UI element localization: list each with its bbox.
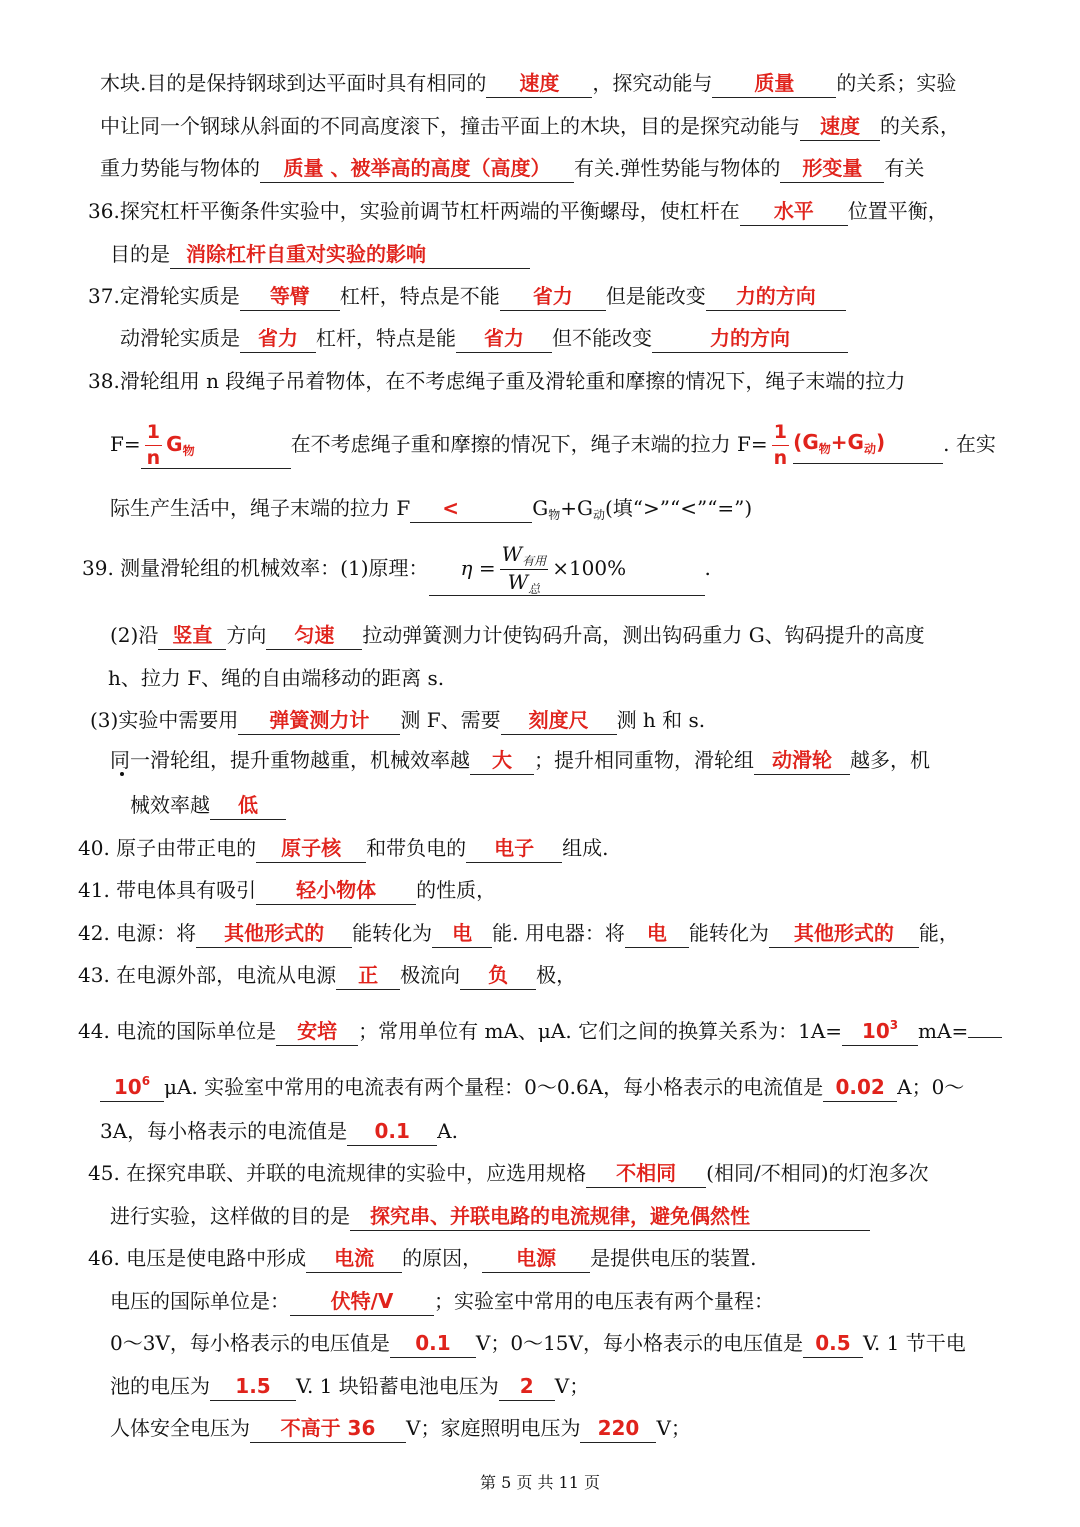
answer-blank: 省力 xyxy=(500,282,606,311)
text: h、拉力 F、绳的自由端移动的距离 s. xyxy=(108,666,445,690)
text: 能， xyxy=(918,921,959,945)
text: 越多，机 xyxy=(850,748,930,772)
formula-blank xyxy=(429,541,705,596)
text: 位置平衡， xyxy=(847,199,948,223)
answer-blank: 水平 xyxy=(740,197,848,226)
answer-blank: 电 xyxy=(625,919,689,948)
emphasis-dot xyxy=(120,772,124,776)
answer-expr: $G_物$ xyxy=(166,431,195,458)
text: 38.滑轮组用 n 段绳子吊着物体，在不考虑绳子重及滑轮重和摩擦的情况下，绳子末端的拉力 xyxy=(88,369,906,393)
text: V. 1 节干电 xyxy=(862,1331,966,1355)
answer-blank: 伏特/V xyxy=(290,1287,434,1316)
fraction xyxy=(772,423,790,468)
answer-blank: 速度 xyxy=(486,69,592,98)
text: 的关系；实验 xyxy=(836,71,957,95)
text: 进行实验，这样做的目的是 xyxy=(110,1204,350,1228)
text: 能转化为 xyxy=(688,921,769,945)
text: 36.探究杠杆平衡条件实验中，实验前调节杠杆两端的平衡螺母，使杠杆在 xyxy=(88,199,740,223)
answer-blank: 其他形式的 xyxy=(196,919,352,948)
line-9 xyxy=(110,414,996,474)
answer-blank: 匀速 xyxy=(266,621,362,650)
text: 际生产生活中，绳子末端的拉力 F xyxy=(110,496,411,520)
text: 是提供电压的装置. xyxy=(590,1246,757,1270)
text: 42. 电源：将 xyxy=(78,921,197,945)
answer-blank: 0.1 xyxy=(390,1329,476,1358)
text: 45. 在探究串联、并联的电流规律的实验中，应选用规格 xyxy=(88,1161,587,1185)
text: A；0～ xyxy=(897,1075,965,1099)
text: mA= xyxy=(918,1019,969,1043)
line-20 xyxy=(78,960,576,990)
line-15 xyxy=(110,745,930,775)
answer-blank: 原子核 xyxy=(256,834,366,863)
percent: ×100% xyxy=(552,555,627,580)
text: 测 h 和 s. xyxy=(616,708,706,732)
eta-symbol: η = xyxy=(460,555,496,580)
text: 3A，每小格表示的电流值是 xyxy=(100,1119,348,1143)
answer-blank: 1.5 xyxy=(210,1372,296,1401)
text: 的性质， xyxy=(416,878,497,902)
numerator: 1 xyxy=(772,423,790,446)
text: (3)实验中需要用 xyxy=(90,708,239,732)
text: 能. 用电器：将 xyxy=(492,921,625,945)
answer-blank: 不相同 xyxy=(586,1159,706,1188)
text: 目的是 xyxy=(110,242,170,266)
answer-blank: 安培 xyxy=(276,1017,358,1046)
line-25 xyxy=(110,1201,870,1231)
text: 但不能改变 xyxy=(552,326,652,350)
answer-blank: 竖直 xyxy=(158,621,226,650)
text: 木块.目的是保持钢球到达平面时具有相同的 xyxy=(100,71,487,95)
answer-blank: 速度 xyxy=(800,112,880,141)
text: V； xyxy=(656,1416,691,1440)
answer-blank: 形变量 xyxy=(780,154,884,183)
text: 测 F、需要 xyxy=(400,708,501,732)
answer-blank: 省力 xyxy=(456,324,552,353)
text: 重力势能与物体的 xyxy=(100,156,260,180)
answer-blank: 动滑轮 xyxy=(754,746,850,775)
text: 组成. xyxy=(562,836,609,860)
text: μA. 实验室中常用的电流表有两个量程：0～0.6A，每小格表示的电流值是 xyxy=(164,1075,824,1099)
answer-blank: 220 xyxy=(580,1414,656,1443)
answer-blank: 电流 xyxy=(306,1244,402,1273)
text: A. xyxy=(437,1119,458,1143)
page-footer: 第 5 页 共 11 页 xyxy=(480,1473,600,1492)
numerator: $W_{有用}$ xyxy=(501,541,547,568)
text: 池的电压为 xyxy=(110,1374,210,1398)
text: 40. 原子由带正电的 xyxy=(78,836,257,860)
answer-blank: 质量 xyxy=(712,69,836,98)
answer-blank: 电子 xyxy=(466,834,562,863)
text: F= xyxy=(110,432,141,456)
text: V. 1 块铅蓄电池电压为 xyxy=(296,1374,499,1398)
text: (2)沿 xyxy=(110,623,159,647)
subscript: 物 xyxy=(548,508,561,522)
text: 但是能改变 xyxy=(605,284,706,308)
line-7 xyxy=(120,323,848,353)
text: . 在实 xyxy=(943,432,996,456)
text: 43. 在电源外部，电流从电源 xyxy=(78,963,337,987)
answer-blank: 0.1 xyxy=(347,1117,437,1146)
answer-blank: 其他形式的 xyxy=(769,919,919,948)
text: ；常用单位有 mA、μA. 它们之间的换算关系为：1A= xyxy=(358,1019,843,1043)
text: +G xyxy=(560,496,593,520)
text: 电压的国际单位是： xyxy=(110,1289,290,1313)
text: (相同/不相同)的灯泡多次 xyxy=(706,1161,929,1185)
text: 的关系， xyxy=(880,114,960,138)
answer-blank: 省力 xyxy=(240,324,316,353)
text: 拉动弹簧测力计使钩码升高，测出钩码重力 G、钩码提升的高度 xyxy=(362,623,925,647)
line-27 xyxy=(110,1286,774,1316)
answer-blank: 电 xyxy=(432,919,492,948)
text: 44. 电流的国际单位是 xyxy=(78,1019,277,1043)
answer-blank: $10^6$ xyxy=(100,1067,164,1102)
denominator: $W_总$ xyxy=(507,569,541,596)
text: 的原因， xyxy=(402,1246,483,1270)
line-13 xyxy=(108,663,444,693)
text: 杠杆，特点是不能 xyxy=(339,284,500,308)
line-22 xyxy=(100,1067,964,1102)
answer-blank: < xyxy=(410,494,532,523)
answer-blank: 等臂 xyxy=(240,282,340,311)
answer-blank: 质量 、被举高的高度（高度） xyxy=(260,154,574,183)
text: 极， xyxy=(536,963,577,987)
line-23 xyxy=(100,1116,458,1146)
text: (填“>”“<”“=”) xyxy=(604,496,753,520)
denominator: n xyxy=(773,447,788,469)
line-2 xyxy=(100,111,960,141)
text: ，探究动能与 xyxy=(592,71,713,95)
text: 动滑轮实质是 xyxy=(120,326,240,350)
numerator: 1 xyxy=(145,423,163,446)
answer-blank: 探究串、并联电路的电流规律，避免偶然性 xyxy=(350,1202,870,1231)
answer-blank: 轻小物体 xyxy=(256,876,416,905)
answer-blank-empty xyxy=(968,1037,1002,1038)
answer-blank: 2 xyxy=(499,1372,555,1401)
answer-blank: 低 xyxy=(210,791,286,820)
answer-blank xyxy=(141,420,291,469)
line-28 xyxy=(110,1328,966,1358)
answer-blank: $10^3$ xyxy=(842,1011,918,1046)
line-6 xyxy=(88,281,846,311)
line-19 xyxy=(78,918,959,948)
answer-expr: $(G_物+G_动)$ xyxy=(793,429,886,456)
text: V；家庭照明电压为 xyxy=(406,1416,581,1440)
text: ；实验室中常用的电压表有两个量程： xyxy=(434,1289,774,1313)
text: 同一滑轮组，提升重物越重，机械效率越 xyxy=(110,748,470,772)
answer-blank: 弹簧测力计 xyxy=(238,706,400,735)
answer-blank: 大 xyxy=(470,746,534,775)
text: 有关.弹性势能与物体的 xyxy=(574,156,781,180)
text: 杠杆，特点是能 xyxy=(316,326,456,350)
text: 41. 带电体具有吸引 xyxy=(78,878,257,902)
line-26 xyxy=(88,1243,757,1273)
line-21 xyxy=(78,1011,1002,1046)
line-18 xyxy=(78,875,496,905)
answer-blank: 正 xyxy=(336,961,400,990)
text: . xyxy=(704,556,711,580)
text: G xyxy=(532,496,549,520)
line-29 xyxy=(110,1371,589,1401)
text: V；0～15V，每小格表示的电压值是 xyxy=(475,1331,803,1355)
line-10 xyxy=(110,493,752,530)
fraction xyxy=(145,420,163,469)
text: 有关 xyxy=(884,156,925,180)
line-12 xyxy=(110,620,925,650)
text: 0～3V，每小格表示的电压值是 xyxy=(110,1331,390,1355)
answer-blank: 电源 xyxy=(482,1244,590,1273)
text: 械效率越 xyxy=(130,793,210,817)
fraction xyxy=(500,541,549,596)
text: 人体安全电压为 xyxy=(110,1416,250,1440)
line-1 xyxy=(100,68,956,98)
line-17 xyxy=(78,833,609,863)
text: 在不考虑绳子重和摩擦的情况下，绳子末端的拉力 F= xyxy=(290,432,768,456)
subscript: 动 xyxy=(592,508,605,522)
text: 极流向 xyxy=(400,963,461,987)
answer-blank: 力的方向 xyxy=(652,324,848,353)
text: 39. 测量滑轮组的机械效率：(1)原理： xyxy=(82,556,429,580)
text: V； xyxy=(554,1374,590,1398)
answer-blank xyxy=(793,428,943,464)
answer-blank: 力的方向 xyxy=(706,282,846,311)
answer-blank: 0.5 xyxy=(803,1329,863,1358)
text: 中让同一个钢球从斜面的不同高度滚下，撞击平面上的木块，目的是探究动能与 xyxy=(100,114,800,138)
text: 和带负电的 xyxy=(366,836,467,860)
line-8 xyxy=(88,366,905,396)
line-5 xyxy=(110,239,530,269)
answer-blank: 刻度尺 xyxy=(501,706,617,735)
text: 37.定滑轮实质是 xyxy=(88,284,240,308)
line-11 xyxy=(82,538,711,598)
line-14 xyxy=(90,705,705,735)
answer-blank: 不高于 36 xyxy=(250,1414,406,1443)
line-16 xyxy=(130,790,286,820)
answer-blank: 负 xyxy=(460,961,536,990)
answer-blank: 消除杠杆自重对实验的影响 xyxy=(170,240,530,269)
text: 46. 电压是使电路中形成 xyxy=(88,1246,307,1270)
text: 方向 xyxy=(226,623,267,647)
answer-blank: 0.02 xyxy=(823,1073,897,1102)
denominator: n xyxy=(146,446,161,469)
line-3 xyxy=(100,153,924,183)
line-30 xyxy=(110,1413,691,1443)
text: ；提升相同重物，滑轮组 xyxy=(534,748,754,772)
line-4 xyxy=(88,196,948,226)
text: 能转化为 xyxy=(352,921,433,945)
line-24 xyxy=(88,1158,929,1188)
